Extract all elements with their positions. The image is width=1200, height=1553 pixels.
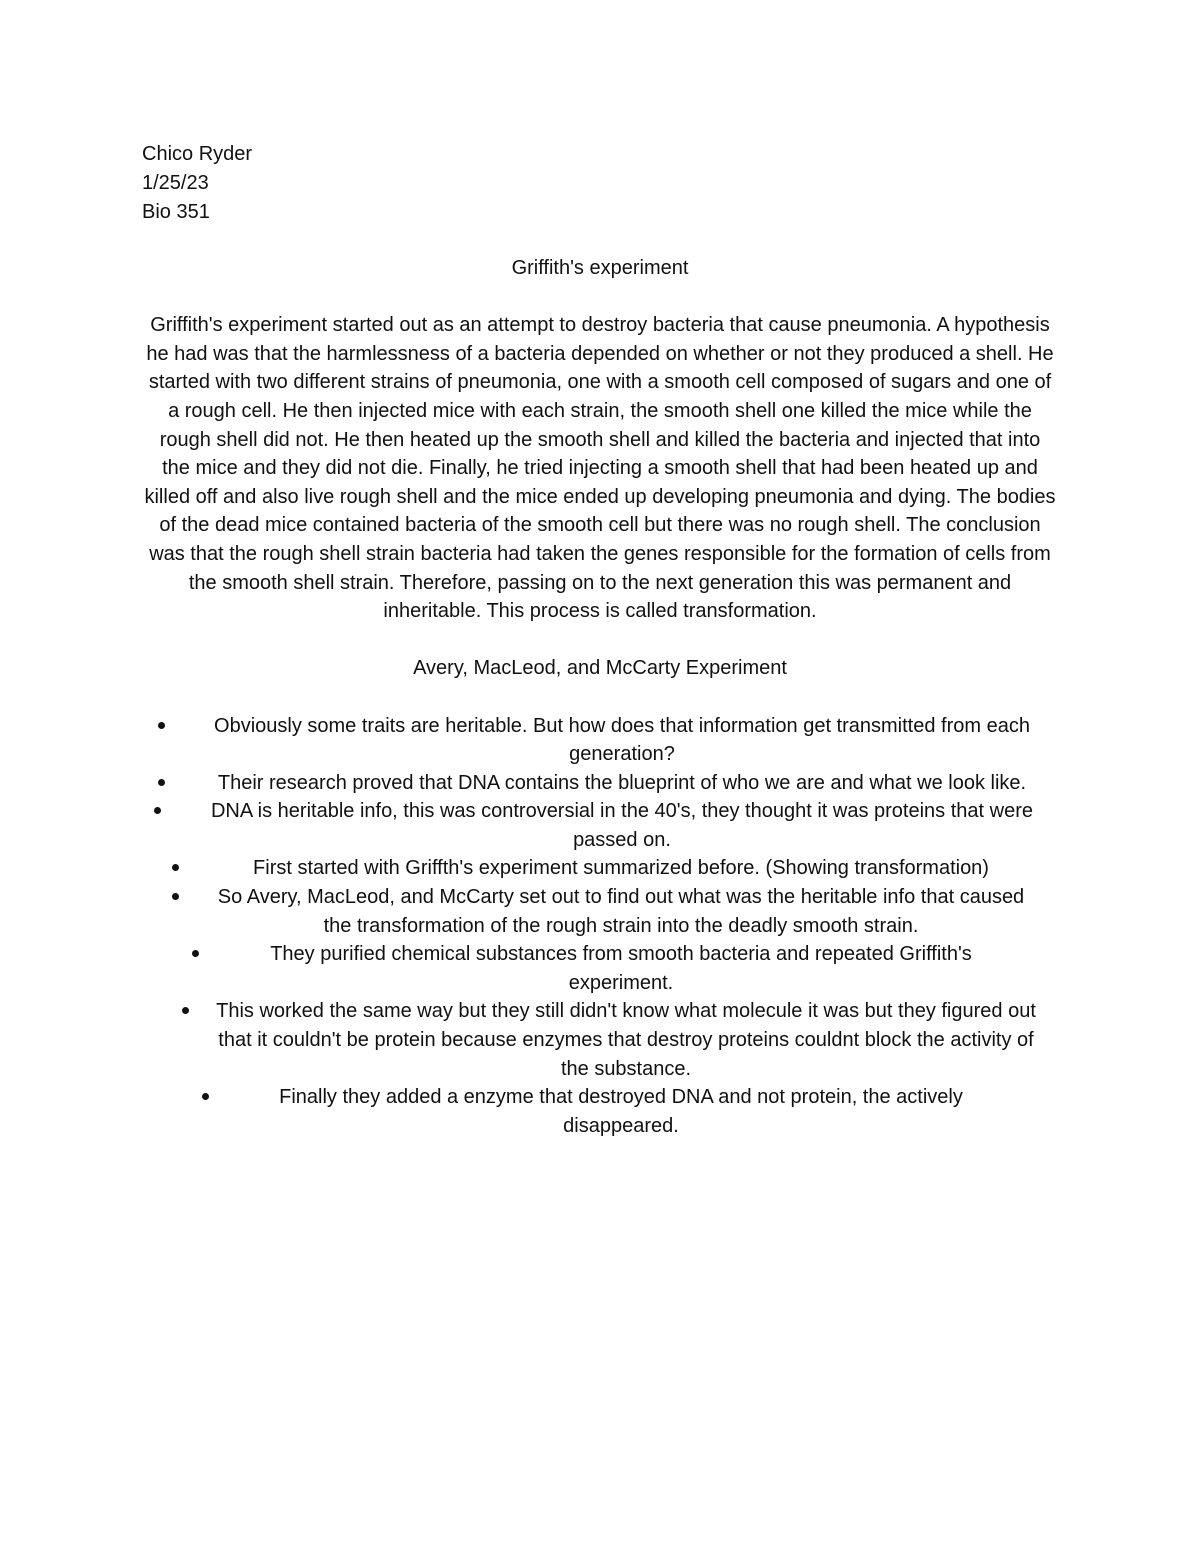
list-item-text: First started with Griffth's experiment summarized before. (Showing transformation) [253, 857, 989, 880]
bullet-icon [154, 807, 161, 814]
author-name: Chico Ryder [142, 143, 253, 165]
bullet-icon [158, 779, 165, 786]
list-item-text: So Avery, MacLeod, and McCarty set out to find out what was the heritable info that caused the transformation of the rough strain into the deadly smooth strain. [217, 886, 1025, 937]
bullet-icon [202, 1093, 209, 1100]
list-item-text: Their research proved that DNA contains the blueprint of who we are and what we look like. [217, 771, 1027, 794]
avery-bullet-list [142, 712, 1058, 1141]
document-header [142, 140, 252, 227]
list-item [206, 883, 1036, 940]
bullet-icon [192, 950, 199, 957]
document-date: 1/25/23 [142, 172, 209, 194]
list-item [206, 854, 1036, 883]
list-item [192, 769, 1052, 798]
bullet-icon [172, 864, 179, 871]
bullet-icon [172, 893, 179, 900]
course-name: Bio 351 [142, 201, 210, 223]
list-item-text: They purified chemical substances from smooth bacteria and repeated Griffith's experiment. [270, 943, 972, 994]
list-item [226, 940, 1016, 997]
section-title-griffith: Griffith's experiment [511, 257, 689, 279]
list-item-text: Finally they added a enzyme that destroyed DNA and not protein, the actively disappeared. [279, 1086, 963, 1137]
list-item-text: DNA is heritable info, this was controversial in the 40's, they thought it was proteins that were passed on. [210, 800, 1033, 851]
list-item [216, 997, 1036, 1083]
list-item-text: Obviously some traits are heritable. But how does that information get transmitted from each generation? [214, 714, 1030, 766]
list-item-text: This worked the same way but they still didn't know what molecule it was but they figured out that it couldn't be protein because enzymes that destroy proteins couldnt block the activity of the substance. [216, 1000, 1036, 1080]
section-title-avery: Avery, MacLeod, and McCarty Experiment [413, 657, 787, 680]
griffith-paragraph: Griffith's experiment started out as an attempt to destroy bacteria that cause pneumonia. A hypothesis he had was that the harmlessness of a bacteria depended on whether or not they produced a shell. He started with two different strains of pneumonia, one with a smooth cell composed of sugars and one of a rough cell. He then injected mice with each strain, the smooth shell one killed the mice while the rough shell did not. He then heated up the smooth shell and killed the bacteria and injected that into the mice and they did not die. Finally, he tried injecting a smooth shell that had been heated up and killed off and also live rough shell and the mice ended up developing pneumonia and dying. The bodies of the dead mice contained bacteria of the smooth cell but there was no rough shell. The conclusion was that the rough shell strain bacteria had taken the genes responsible for the formation of cells from the smooth shell strain. Therefore, passing on to the next generation this was permanent and inheritable. This process is called transformation. [144, 314, 1056, 623]
document-body [142, 254, 1058, 1140]
list-item [192, 712, 1052, 769]
bullet-icon [182, 1007, 189, 1014]
bullet-icon [158, 722, 165, 729]
list-item [236, 1083, 1006, 1140]
list-item [188, 797, 1056, 854]
